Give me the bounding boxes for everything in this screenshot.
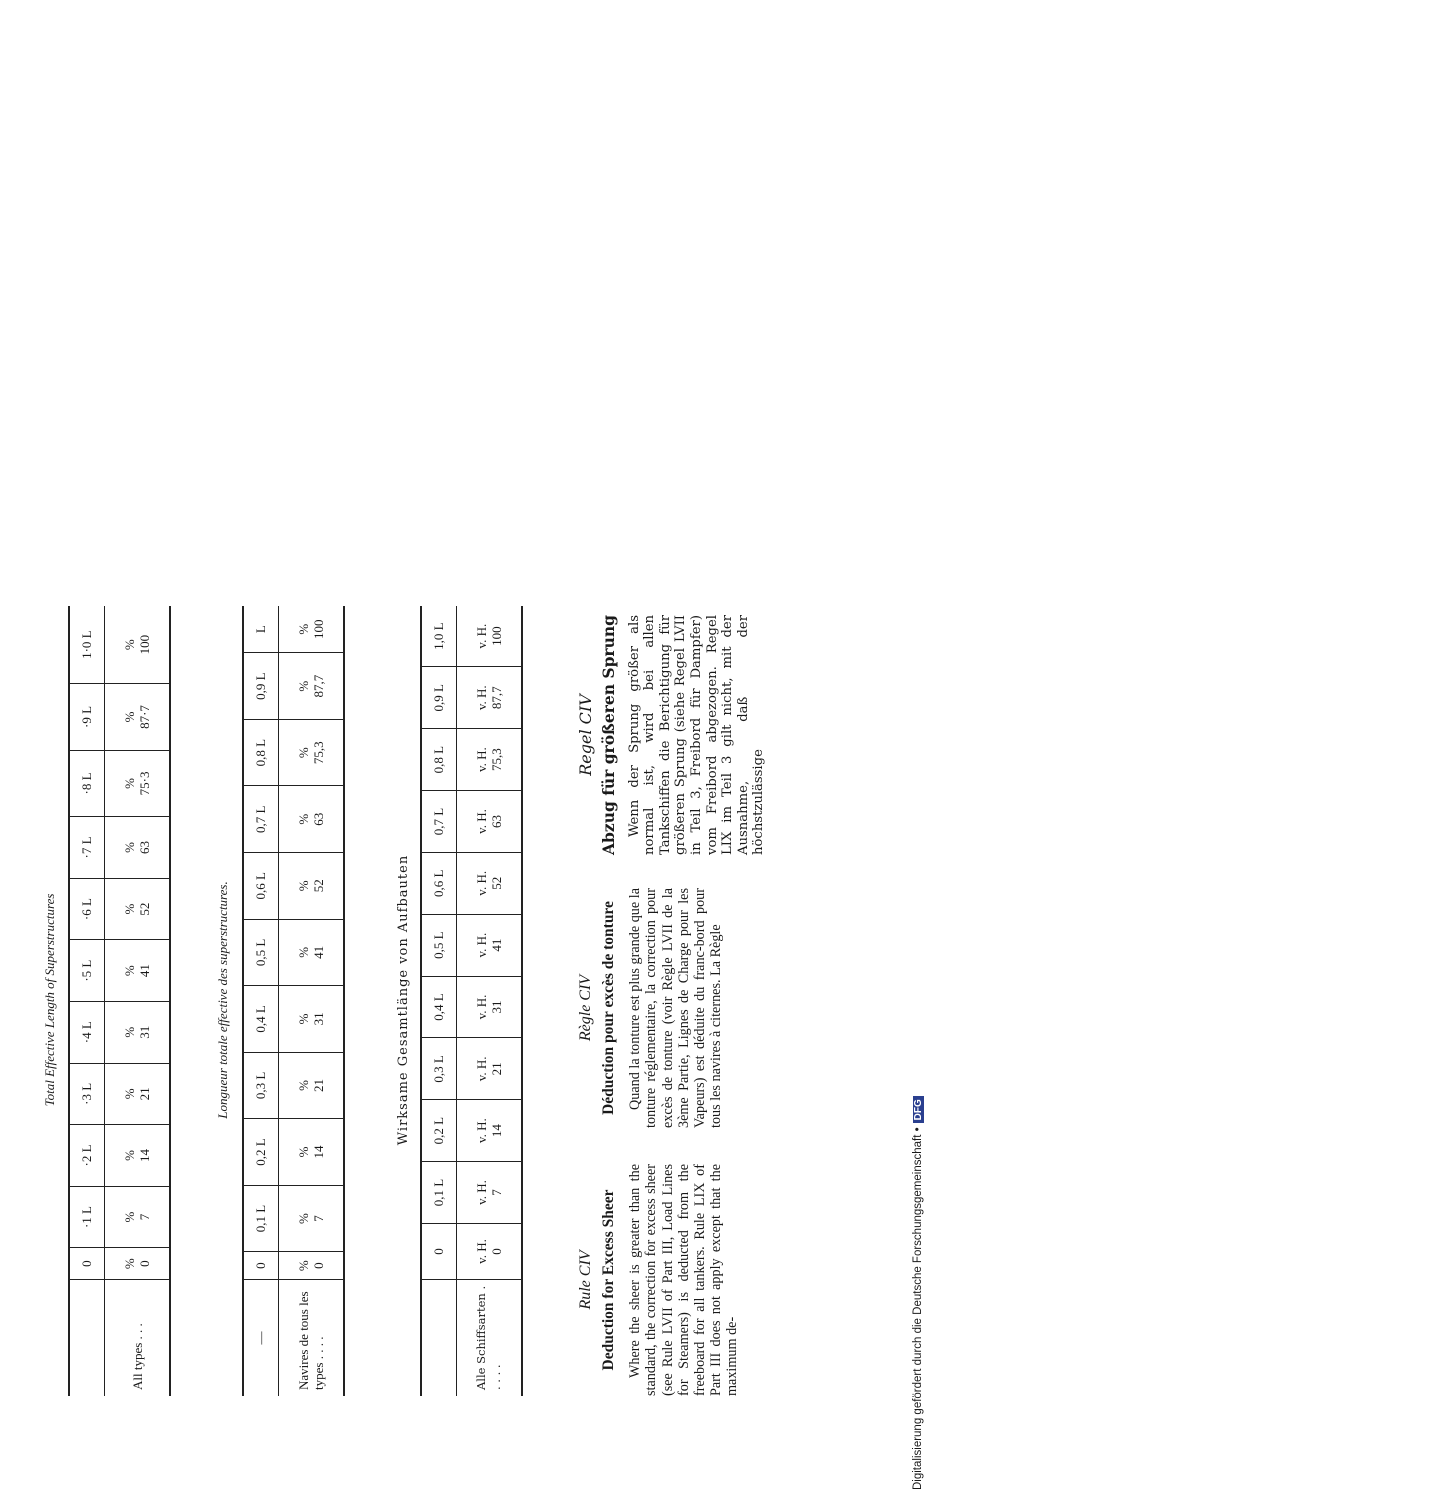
table-en-row-label: All types . . . [105, 1280, 171, 1397]
table-de-header: 0,5 L [421, 914, 457, 976]
digitization-credit [912, 510, 924, 1490]
table-en-cell: % 41 [105, 940, 171, 1002]
digitization-credit-text: Digitalisierung gefördert durch die Deutsche Forschungsgemeinschaft • [912, 1127, 924, 1490]
rule-civ-heading-en: Rule CIV [577, 1250, 594, 1310]
table-en-header: 1·0 L [69, 606, 105, 684]
table-en-cell: % 63 [105, 817, 171, 879]
rule-civ-heading-fr: Règle CIV [577, 974, 594, 1042]
table-de-header: 0,4 L [421, 976, 457, 1038]
table-fr-header: 0,1 L [243, 1185, 279, 1252]
table-en-cell: % 52 [105, 878, 171, 940]
table-fr-cell: % 41 [279, 919, 345, 986]
table-fr-row-label: Navires de tous les types . . . . [279, 1280, 345, 1397]
table-de-cell: v. H. 0 [457, 1223, 523, 1279]
dfg-logo: DFG [913, 1096, 924, 1123]
table-en-data-row [105, 606, 171, 1396]
table-en-cell: % 0 [105, 1248, 171, 1280]
table-fr-header: 0,8 L [243, 719, 279, 786]
table-de [420, 606, 523, 1396]
table-fr-cell: % 52 [279, 853, 345, 920]
table-de-header: 0,6 L [421, 852, 457, 914]
table-fr-cell: % 14 [279, 1119, 345, 1186]
table-fr-corner: — [243, 1280, 279, 1397]
table-en-cell: % 14 [105, 1125, 171, 1187]
rule-civ-title-fr: Déduction pour excès de tonture [600, 901, 618, 1115]
table-de-cell: v. H. 14 [457, 1100, 523, 1162]
table-fr-cell: % 75,3 [279, 719, 345, 786]
table-de-header: 0,2 L [421, 1100, 457, 1162]
table-en-cell: % 100 [105, 606, 171, 684]
rule-civ-text-fr: Quand la tonture est plus grande que la tonture réglementaire, la correction pour excès de tonture (voir Règle LVII de la 3ème Partie, Lignes de Charge pour les Vapeurs) est déduite du franc-bord pour tous les navires à citernes. La Règle [627, 888, 725, 1128]
table-fr-header: 0,5 L [243, 919, 279, 986]
table-de-cell: v. H. 100 [457, 606, 523, 667]
table-de-cell: v. H. 21 [457, 1038, 523, 1100]
rule-civ-text-de: Wenn der Sprung größer als normal ist, wird bei allen Tankschiffen die Berichtigung für größeren Sprung (siehe Regel LVII in Teil 3, Freibord für Dampfer) vom Freibord abgezogen. Regel LIX im Teil 3 gilt nicht, mit der Ausnahme, daß der höchstzulässige [626, 615, 767, 855]
table-fr-cell: % 100 [279, 606, 345, 653]
table-de-cell: v. H. 31 [457, 976, 523, 1038]
english-column-bottom [578, 1164, 741, 1396]
rule-civ-title-en: Deduction for Excess Sheer [600, 1189, 618, 1371]
rule-civ-title-de: Abzug für größeren Sprung [598, 615, 618, 855]
table-fr-header-row [243, 606, 279, 1396]
table-de-cell: v. H. 75,3 [457, 729, 523, 791]
table-de-row-label: Alle Schiffsarten . . . . . [457, 1280, 523, 1397]
table-de-cell: v. H. 87,7 [457, 667, 523, 729]
table-fr-header: L [243, 606, 279, 653]
table-de-cell: v. H. 52 [457, 852, 523, 914]
table-fr-data-row [279, 606, 345, 1396]
table-en-corner [69, 1280, 105, 1397]
table-fr-cell: % 87,7 [279, 653, 345, 720]
table-en-header: ·7 L [69, 817, 105, 879]
table-de-cell: v. H. 7 [457, 1162, 523, 1224]
table-caption-fr: Longueur totale effective des superstructures. [215, 881, 230, 1119]
rule-civ-heading-de: Regel CIV [576, 694, 595, 776]
table-en [68, 606, 171, 1396]
table-fr-header: 0,9 L [243, 653, 279, 720]
table-de-corner [421, 1280, 457, 1397]
table-fr-header: 0,7 L [243, 786, 279, 853]
table-de-header: 0,7 L [421, 791, 457, 853]
table-de-header: 0,3 L [421, 1038, 457, 1100]
table-en-header: ·4 L [69, 1001, 105, 1063]
table-en-cell: % 7 [105, 1186, 171, 1248]
table-caption-en: Total Effective Length of Superstructures [42, 893, 57, 1107]
table-en-header: ·2 L [69, 1125, 105, 1187]
table-fr-header: 0,3 L [243, 1052, 279, 1119]
table-en-cell: % 21 [105, 1063, 171, 1125]
table-en-header: ·5 L [69, 940, 105, 1002]
table-en-header: ·1 L [69, 1186, 105, 1248]
table-de-header: 0,1 L [421, 1162, 457, 1224]
table-fr-cell: % 31 [279, 986, 345, 1053]
table-en-header: ·9 L [69, 684, 105, 750]
table-de-cell: v. H. 41 [457, 914, 523, 976]
table-en-header-row [69, 606, 105, 1396]
table-de-header: 1,0 L [421, 606, 457, 667]
table-fr-cell: % 7 [279, 1185, 345, 1252]
table-en-cell: % 31 [105, 1001, 171, 1063]
table-de-header-row [421, 606, 457, 1396]
table-de-cell: v. H. 63 [457, 791, 523, 853]
table-en-cell: % 75·3 [105, 750, 171, 816]
table-de-header: 0,9 L [421, 667, 457, 729]
table-fr-header: 0,6 L [243, 853, 279, 920]
table-en-header: ·6 L [69, 878, 105, 940]
table-en-header: ·3 L [69, 1063, 105, 1125]
table-de-data-row [457, 606, 523, 1396]
rotated-page [0, 500, 934, 1500]
table-fr [242, 606, 345, 1396]
table-fr-cell: % 0 [279, 1252, 345, 1280]
german-column-bottom [578, 615, 767, 855]
table-fr-cell: % 21 [279, 1052, 345, 1119]
table-fr-header: 0,4 L [243, 986, 279, 1053]
table-de-header: 0,8 L [421, 729, 457, 791]
rule-civ-text-en: Where the sheer is greater than the standard, the correction for excess sheer (see Rule LVII of Part III, Load Lines for Steamers) is deducted from the freeboard for all tankers. Rule LIX of Part III does not apply except that the maximum de- [627, 1164, 741, 1396]
table-en-header: ·8 L [69, 750, 105, 816]
table-fr-header: 0,2 L [243, 1119, 279, 1186]
table-en-cell: % 87·7 [105, 684, 171, 750]
table-caption-de: Wirksame Gesamtlänge von Aufbauten [396, 854, 411, 1146]
table-fr-cell: % 63 [279, 786, 345, 853]
french-column-bottom [578, 888, 724, 1128]
table-de-header: 0 [421, 1223, 457, 1279]
table-en-header: 0 [69, 1248, 105, 1280]
table-fr-header: 0 [243, 1252, 279, 1280]
